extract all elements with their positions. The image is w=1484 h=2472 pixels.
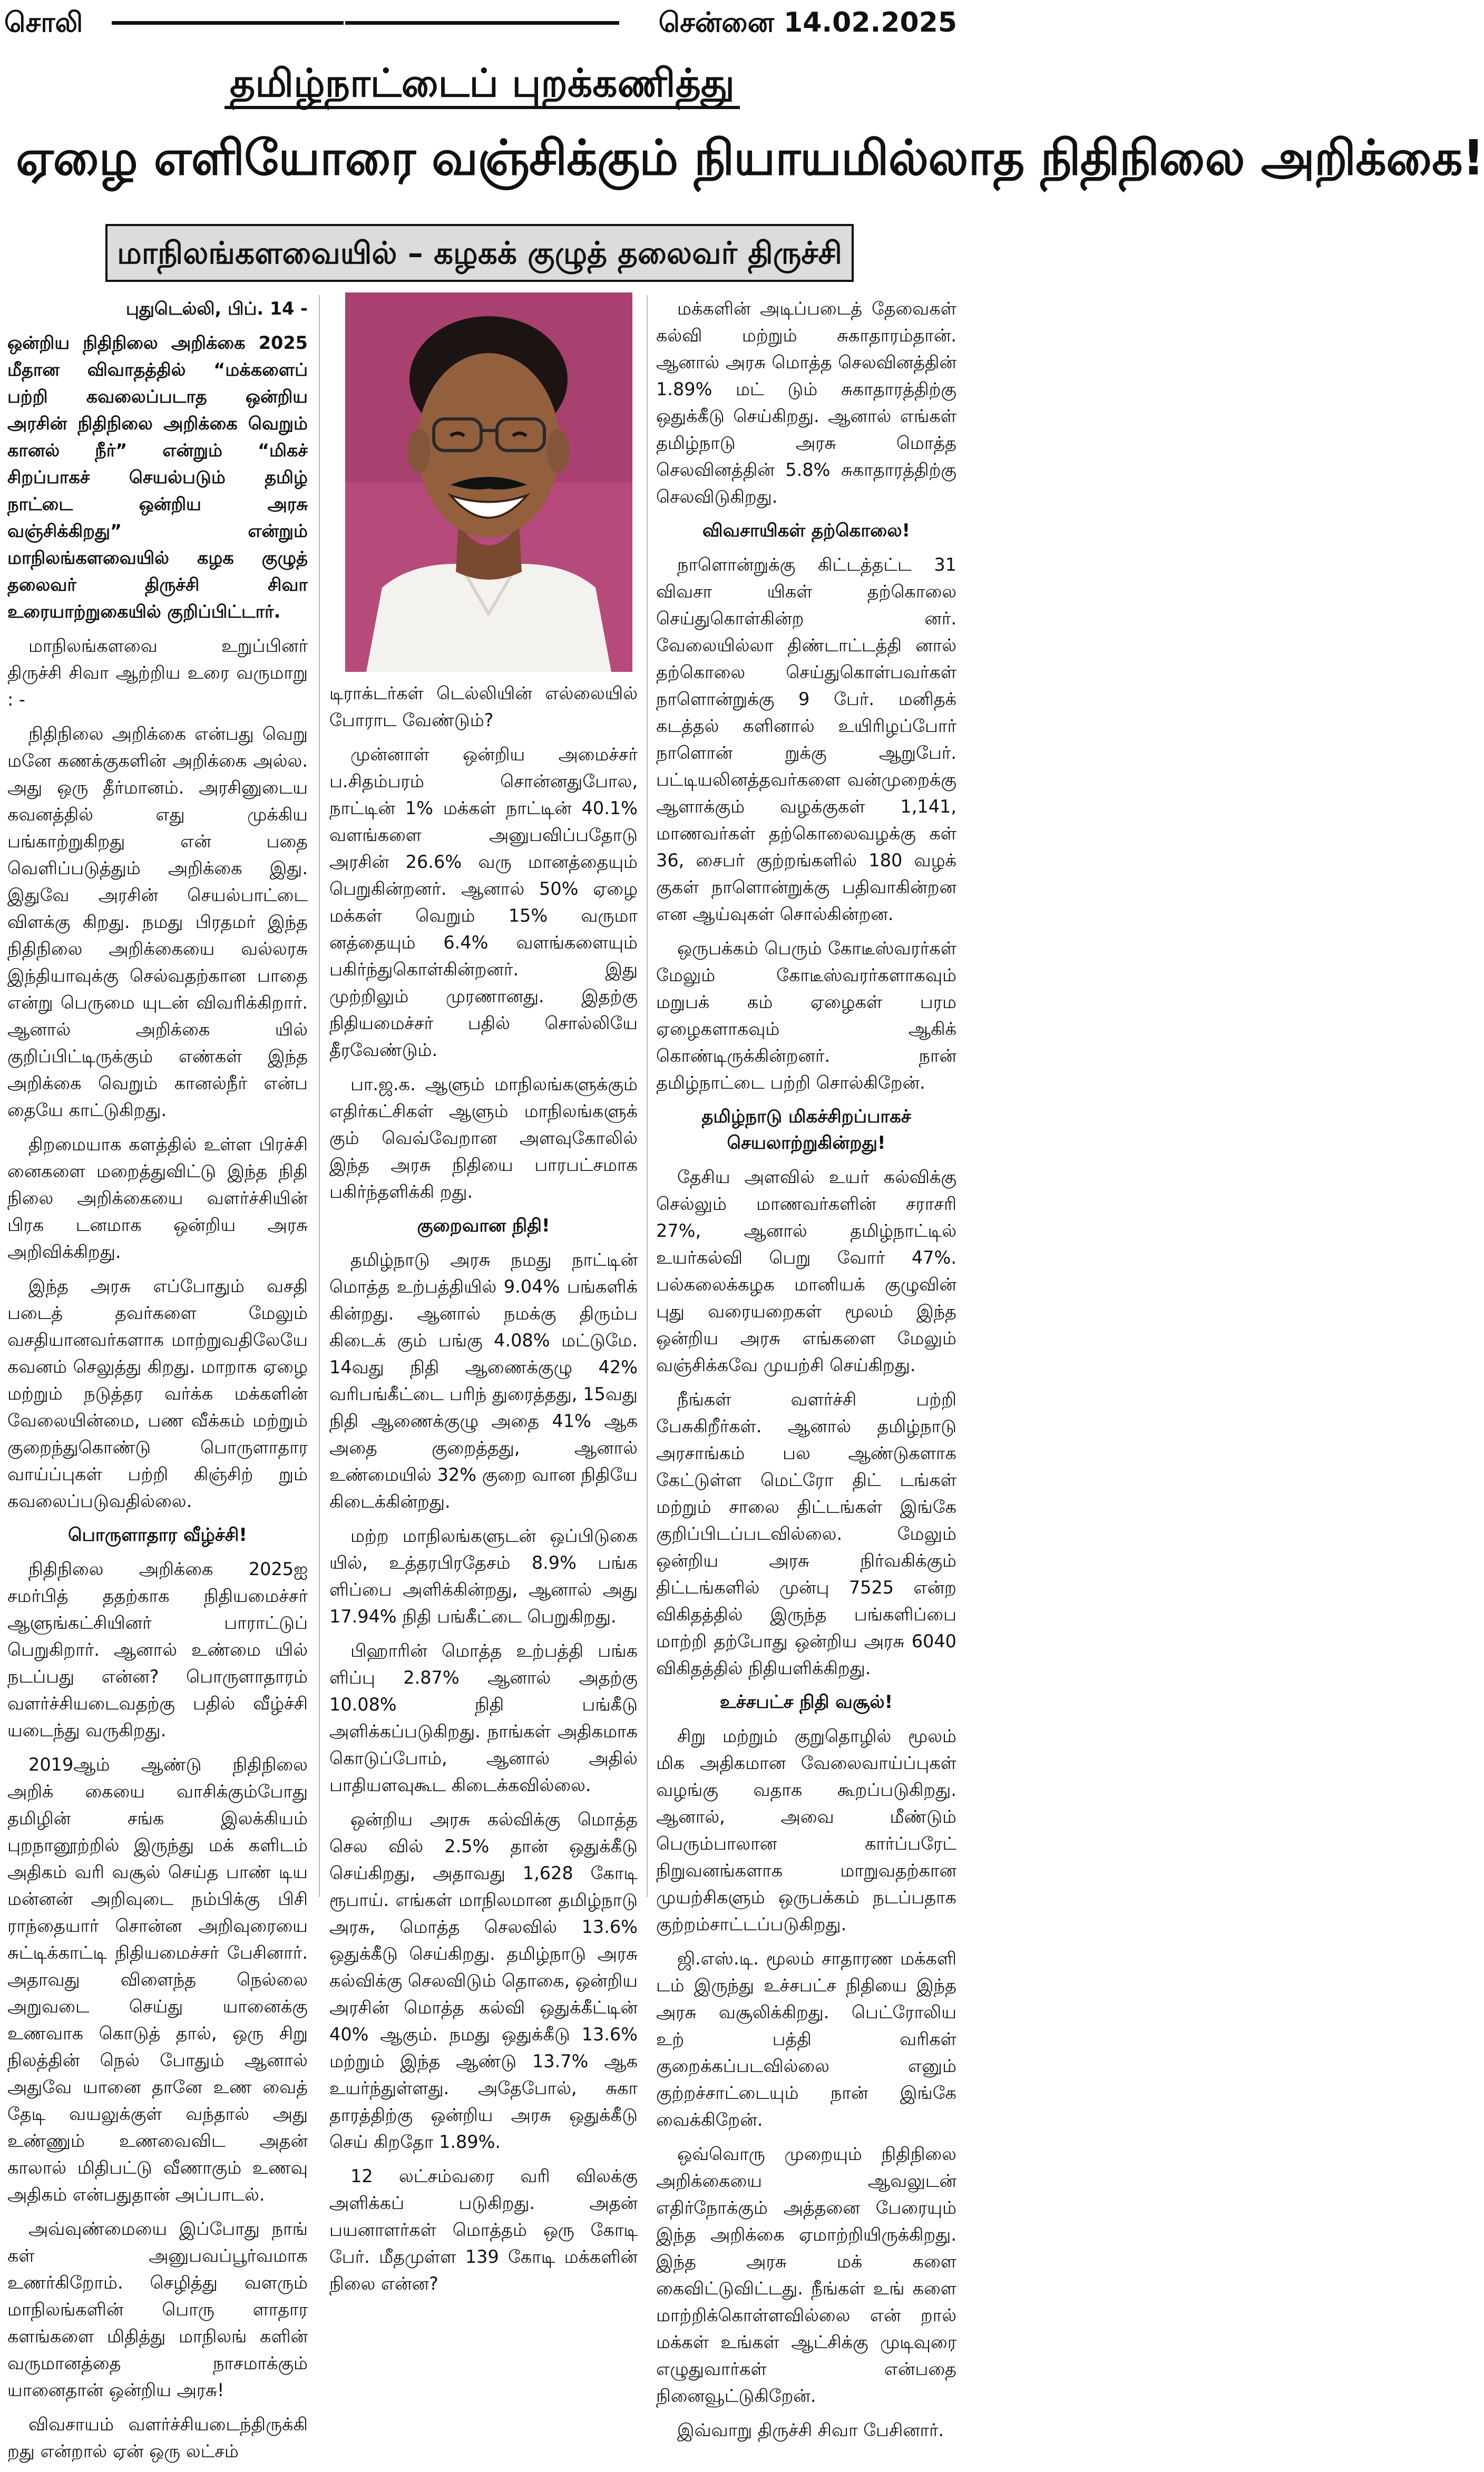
masthead-rule [345,21,619,25]
kicker [0,58,964,109]
paragraph: இந்த அரசு எப்போதும் வசதி படைத் தவர்களை மேலும் வசதியானவர்களாக மாற்றுவதிலேயே கவனம் செலுத்து கிறது. மாறாக ஏழை மற்றும் நடுத்தர வர்க்க மக்களின் வேலையின்மை, பண வீக்கம் மற்றும் குறைந்துகொண்டு பொருளாதார வாய்ப்புகள் பற்றி கிஞ்சிற் றும் கவலைப்படுவதில்லை. [7,1276,308,1511]
paragraph: நிதிநிலை அறிக்கை என்பது வெறு மனே கணக்குகளின் அறிக்கை அல்ல. அது ஒரு தீர்மானம். அரசினுடைய கவனத்தில் எது முக்கிய பங்காற்றுகிறது என் பதை வெளிப்படுத்தும் அறிக்கை இது. இதுவே அரசின் செயல்பாட்டை விளக்கு கிறது. நமது பிரதமர் இந்த நிதிநிலை அறிக்கையை வல்லரசு இந்தியாவுக்கு செல்வதற்கான பாதை என்று பெருமை யுடன் விவரிக்கிறார். ஆனால் அறிக்கை யில் குறிப்பிட்டிருக்கும் எண்கள் இந்த அறிக்கை வெறும் கானல்நீர் என்ப தையே காட்டுகிறது. [7,724,308,1120]
lede-paragraph: ஒன்றிய நிதிநிலை அறிக்கை 2025 மீதான விவாதத்தில் “மக்களைப் பற்றி கவலைப்படாத ஒன்றிய அரசின் நிதிநிலை அறிக்கை வெறும் கானல் நீர்” என்றும் “மிகச் சிறப்பாகச் செயல்படும் தமிழ் நாட்டை ஒன்றிய அரசு வஞ்சிக்கிறது” என்றும் மாநிலங்களவையில் கழக குழுத் தலைவர் திருச்சி சிவா உரையாற்றுகையில் குறிப்பிட்டார். [7,333,308,622]
masthead-rule [112,21,344,25]
paragraph: மக்களின் அடிப்படைத் தேவைகள் கல்வி மற்றும் சுகாதாரம்தான். ஆனால் அரசு மொத்த செலவினத்தின் 1.89% மட் டும் சுகாதாரத்திற்கு ஒதுக்கீடு செய்கிறது. ஆனால் எங்கள் தமிழ்நாடு அரசு மொத்த செலவினத்தின் 5.8% சுகாதாரத்திற்கு செலவிடுகிறது. [656,298,956,507]
paragraph: பா.ஜ.க. ஆளும் மாநிலங்களுக்கும் எதிர்கட்சிகள் ஆளும் மாநிலங்களுக் கும் வெவ்வேறான அளவுகோலில் இந்த அரசு நிதியை பாரபட்சமாக பகிர்ந்தளிக்கி றது. [329,1074,638,1202]
paper-name: சொலி [4,7,83,38]
column-divider [319,295,320,1897]
paragraph: இவ்வாறு திருச்சி சிவா பேசினார். [677,2420,944,2440]
dateline: புதுடெல்லி, பிப். 14 - [125,298,308,319]
paragraph: தேசிய அளவில் உயர் கல்விக்கு செல்லும் மாணவர்களின் சராசரி 27%, ஆனால் தமிழ்நாட்டில் உயர்கல்வி பெறு வோர் 47%. பல்கலைக்கழக மானியக் குழுவின் புது வரையறைகள் மூலம் இந்த ஒன்றிய அரசு எங்களை மேலும் வஞ்சிக்கவே முயற்சி செய்கிறது. [656,1167,956,1375]
paragraph: தமிழ்நாடு அரசு நமது நாட்டின் மொத்த உற்பத்தியில் 9.04% பங்களிக் கின்றது. ஆனால் நமக்கு திரும்ப கிடைக் கும் பங்கு 4.08% மட்டுமே. 14வது நிதி ஆணைக்குழு 42% வரிபங்கீட்டை பரிந் துரைத்தது, 15வது நிதி ஆணைக்குழு அதை 41% ஆக அதை குறைத்தது, ஆனால் உண்மையில் 32% குறை வான நிதியே கிடைக்கின்றது. [329,1249,638,1512]
subheading: குறைவான நிதி! [417,1215,550,1236]
paragraph: ஒன்றிய அரசு கல்விக்கு மொத்த செல வில் 2.5% தான் ஒதுக்கீடு செய்கிறது, அதாவது 1,628 கோடி ரூபாய். எங்கள் மாநிலமான தமிழ்நாடு அரசு, மொத்த செலவில் 13.6% ஒதுக்கீடு செய்கிறது. தமிழ்நாடு அரசு கல்விக்கு செலவிடும் தொகை, ஒன்றிய அரசின் மொத்த கல்வி ஒதுக்கீட்டின் 40% ஆகும். நமது ஒதுக்கீடு 13.6% மற்றும் இந்த ஆண்டு 13.7% ஆக உயர்ந்துள்ளது. அதேபோல், சுகா தாரத்திற்கு ஒன்றிய அரசு ஒதுக்கீடு செய் கிறதோ 1.89%. [329,1809,638,2152]
paragraph: ஒருபக்கம் பெரும் கோடீஸ்வரர்கள் மேலும் கோடீஸ்வரர்களாகவும் மறுபக் கம் ஏழைகள் பரம ஏழைகளாகவும் ஆகிக் கொண்டிருக்கின்றனர். நான் தமிழ்நாட்டை பற்றி சொல்கிறேன். [656,938,956,1093]
paragraph: 12 லட்சம்வரை வரி விலக்கு அளிக்கப் படுகிறது. அதன் பயனாளர்கள் மொத்தம் ஒரு கோடி பேர். மீதமுள்ள 139 கோடி மக்களின் நிலை என்ன? [329,2166,638,2294]
paragraph: திறமையாக களத்தில் உள்ள பிரச்சி னைகளை மறைத்துவிட்டு இந்த நிதி நிலை அறிக்கையை வளர்ச்சியின் பிரக டனமாக ஒன்றிய அரசு அறிவிக்கிறது. [7,1134,308,1262]
paragraph: பிஹாரின் மொத்த உற்பத்தி பங்க ளிப்பு 2.87% ஆனால் அதற்கு 10.08% நிதி பங்கீடு அளிக்கப்படுகிறது. நாங்கள் அதிகமாக கொடுப்போம், ஆனால் அதில் பாதியளவுகூட கிடைக்கவில்லை. [329,1640,638,1795]
headline: ஏழை எளியோரை வஞ்சிக்கும் நியாயமில்லாத நிதிநிலை அறிக்கை! [16,130,1484,186]
subheading: பொருளாதார வீழ்ச்சி! [68,1525,247,1546]
article-column-3 [656,295,956,2451]
subhead: மாநிலங்களவையில் – கழகக் குழுத் தலைவர் திருச்சி [105,224,854,282]
masthead [0,0,964,47]
paragraph: நீங்கள் வளர்ச்சி பற்றி பேசுகிறீர்கள். ஆனால் தமிழ்நாடு அரசாங்கம் பல ஆண்டுகளாக கேட்டுள்ள மெட்ரோ திட் டங்கள் மற்றும் சாலை திட்டங்கள் இங்கே குறிப்பிடப்படவில்லை. மேலும் ஒன்றிய அரசு நிர்வகிக்கும் திட்டங்களில் முன்பு 7525 என்ற விகிதத்தில் இருந்த பங்களிப்பை மாற்றி தற்போது ஒன்றிய அரசு 6040 விகிதத்தில் நிதியளிக்கிறது. [656,1389,956,1678]
speaker-portrait-icon [345,292,632,672]
paragraph: மற்ற மாநிலங்களுடன் ஒப்பிடுகை யில், உத்தரபிரதேசம் 8.9% பங்க ளிப்பை அளிக்கின்றது, ஆனால் அது 17.94% நிதி பங்கீட்டை பெறுகிறது. [329,1526,638,1627]
subheading: தமிழ்நாடு மிகச்சிறப்பாகச் செயலாற்றுகின்றது! [701,1106,911,1154]
paragraph: ஜி.எஸ்.டி. மூலம் சாதாரண மக்களி டம் இருந்து உச்சபட்ச நிதியை இந்த அரசு வசூலிக்கிறது. பெட்ரோலிய உற் பத்தி வரிகள் குறைக்கப்படவில்லை எனும் குற்றச்சாட்டையும் நான் இங்கே வைக்கிறேன். [656,1948,956,2130]
subheading: விவசாயிகள் தற்கொலை! [702,520,911,541]
paragraph: ஒவ்வொரு முறையும் நிதிநிலை அறிக்கையை ஆவலுடன் எதிர்நோக்கும் அத்தனை பேரையும் இந்த அறிக்கை ஏமாற்றியிருக்கிறது. இந்த அரசு மக் களை கைவிட்டுவிட்டது. நீங்கள் உங் களை மாற்றிக்கொள்ளவில்லை என் றால் மக்கள் உங்கள் ஆட்சிக்கு முடிவுரை எழுதுவார்கள் என்பதை நினைவூட்டுகிறேன். [656,2144,956,2406]
paragraph: மாநிலங்களவை உறுப்பினர் திருச்சி சிவா ஆற்றிய உரை வருமாறு : - [7,636,308,710]
article-column-1 [7,295,308,2472]
paragraph: டிராக்டர்கள் டெல்லியின் எல்லையில் போராட வேண்டும்? [329,683,638,730]
paragraph: நிதிநிலை அறிக்கை 2025ஐ சமர்பித் ததற்காக நிதியமைச்சர் ஆளுங்கட்சியினர் பாராட்டுப் பெறுகிறார். ஆனால் உண்மை யில் நடப்பது என்ன? பொருளாதாரம் வளர்ச்சியடைவதற்கு பதில் வீழ்ச்சி யடைந்து வருகிறது. [7,1559,308,1741]
city-date: சென்னை 14.02.2025 [658,7,957,38]
paragraph: விவசாயம் வளர்ச்சியடைந்திருக்கி றது என்றால் ஏன் ஒரு லட்சம் [7,2414,308,2461]
paragraph: முன்னாள் ஒன்றிய அமைச்சர் ப.சிதம்பரம் சொன்னதுபோல, நாட்டின் 1% மக்கள் நாட்டின் 40.1% வளங்களை அனுபவிப்பதோடு அரசின் 26.6% வரு மானத்தையும் பெறுகின்றனர். ஆனால் 50% ஏழை மக்கள் வெறும் 15% வருமா னத்தையும் 6.4% வளங்களையும் பகிர்ந்துகொள்கின்றனர். இது முற்றிலும் முரணானது. இதற்கு நிதியமைச்சர் பதில் சொல்லியே தீரவேண்டும். [329,744,638,1060]
paragraph: நாளொன்றுக்கு கிட்டத்தட்ட 31 விவசா யிகள் தற்கொலை செய்துகொள்கின்ற னர். வேலையில்லா திண்டாட்டத்தி னால் தற்கொலை செய்துகொள்பவர்கள் நாளொன்றுக்கு 9 பேர். மனிதக் கடத்தல் களினால் உயிரிழப்போர் நாளொன் றுக்கு ஆறுபேர். பட்டியலினத்தவர்களை வன்முறைக்கு ஆளாக்கும் வழக்குகள் 1,141, மாணவர்கள் தற்கொலைவழக்கு கள் 36, சைபர் குற்றங்களில் 180 வழக் குகள் நாளொன்றுக்கு பதிவாகின்றன என ஆய்வுகள் சொல்கின்றன. [656,554,956,924]
column-divider [647,295,648,1897]
paragraph: அவ்வுண்மையை இப்போது நாங் கள் அனுபவப்பூர்வமாக உணர்கிறோம். செழித்து வளரும் மாநிலங்களின் பொரு ளாதார களங்களை மிதித்து மாநிலங் களின் வருமானத்தை நாசமாக்கும் யானைதான் ஒன்றிய அரசு! [7,2219,308,2400]
article-column-2 [329,680,638,2304]
kicker-text: தமிழ்நாட்டைப் புறக்கணித்து [224,61,740,109]
subheading: உச்சபட்ச நிதி வசூல்! [719,1692,893,1713]
speaker-photo [345,292,632,672]
paragraph: 2019ஆம் ஆண்டு நிதிநிலை அறிக் கையை வாசிக்கும்போது தமிழின் சங்க இலக்கியம் புறநானூற்றில் இருந்து மக் களிடம் அதிகம் வரி வசூல் செய்த பாண் டிய மன்னன் அறிவுடை நம்பிக்கு பிசி ராந்தையார் சொன்ன அறிவுரையை சுட்டிக்காட்டி நிதியமைச்சர் பேசினார். அதாவது விளைந்த நெல்லை அறுவடை செய்து யானைக்கு உணவாக கொடுத் தால், ஒரு சிறு நிலத்தின் நெல் போதும் ஆனால் அதுவே யானை தானே உண வைத் தேடி வயலுக்குள் வந்தால் அது உண்ணும் உணவைவிட அதன் காலால் மிதிபட்டு வீணாகும் உணவு அதிகம் என்பதுதான் அப்பாடல். [7,1754,308,2205]
paragraph: சிறு மற்றும் குறுதொழில் மூலம் மிக அதிகமான வேலைவாய்ப்புகள் வழங்கு வதாக கூறப்படுகிறது. ஆனால், அவை மீண்டும் பெரும்பாலான கார்ப்பரேட் நிறுவனங்களாக மாறுவதற்கான முயற்சிகளும் ஒருபக்கம் நடப்பதாக குற்றம்சாட்டப்படுகிறது. [656,1726,956,1934]
